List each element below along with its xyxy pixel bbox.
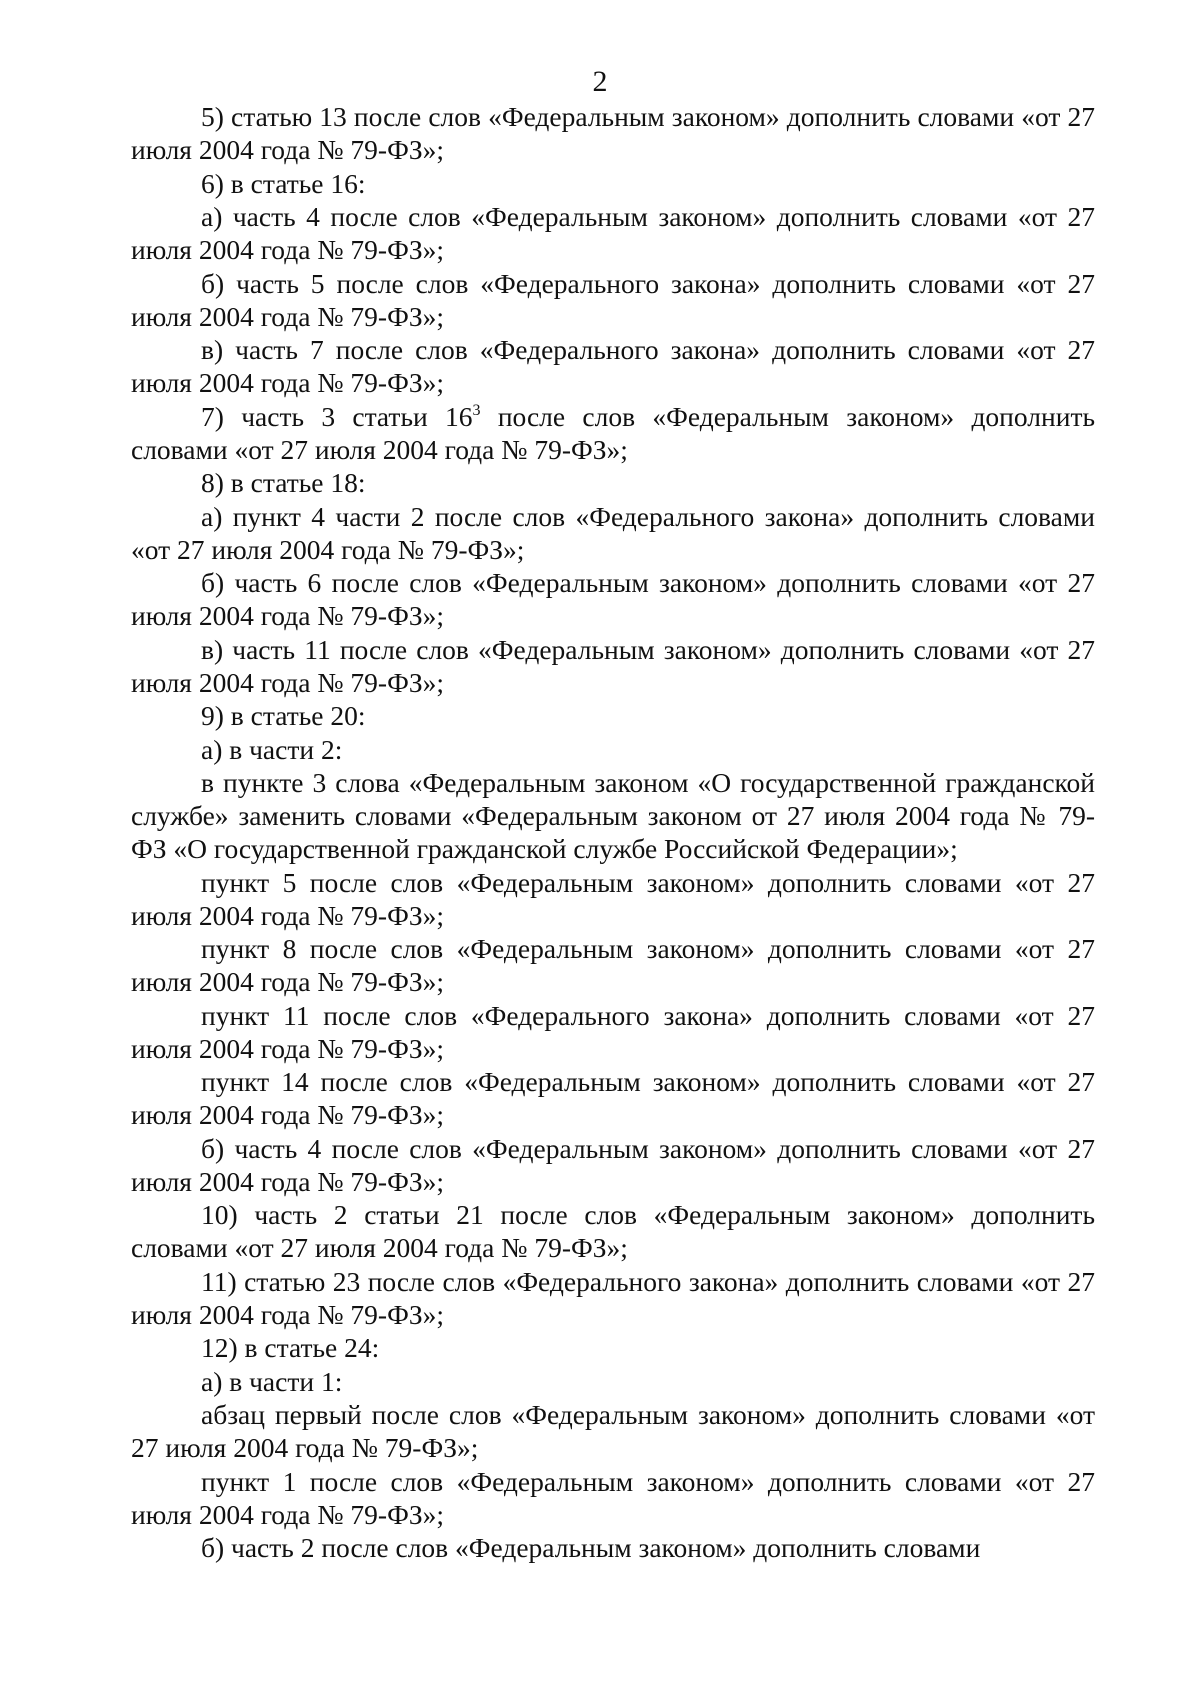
superscript: 3	[472, 401, 481, 419]
paragraph: пункт 1 после слов «Федеральным законом» дополнить словами «от 27 июля 2004 года № 79-ФЗ»;	[131, 1465, 1095, 1530]
paragraph: 12) в статье 24:	[201, 1332, 380, 1363]
paragraph: а) часть 4 после слов «Федеральным законом» дополнить словами «от 27 июля 2004 года № 79-ФЗ»;	[131, 201, 1095, 265]
paragraph: 8) в статье 18:	[201, 467, 366, 498]
paragraph: в) часть 11 после слов «Федеральным законом» дополнить словами «от 27 июля 2004 года № 79-ФЗ»;	[131, 633, 1095, 698]
paragraph: 10) часть 2 статьи 21 после слов «Федеральным законом» дополнить словами «от 27 июля 2004 года № 79-ФЗ»;	[131, 1199, 1095, 1263]
paragraph: б) часть 4 после слов «Федеральным законом» дополнить словами «от 27 июля 2004 года № 79-ФЗ»;	[131, 1132, 1095, 1197]
paragraph: пункт 14 после слов «Федеральным законом» дополнить словами «от 27 июля 2004 года № 79-ФЗ»;	[131, 1066, 1095, 1130]
paragraph: пункт 5 после слов «Федеральным законом» дополнить словами «от 27 июля 2004 года № 79-ФЗ»;	[131, 866, 1095, 931]
page-number: 2	[592, 65, 608, 98]
paragraph: а) в части 1:	[201, 1365, 343, 1397]
paragraph-text-after: после слов «Федеральным законом» дополнить словами «от 27 июля 2004 года № 79-ФЗ»;	[131, 400, 1095, 465]
paragraph: в пункте 3 слова «Федеральным законом «О государственной гражданской службе» заменить словами «Федеральным законом от 27 июля 2004 года № 79-ФЗ «О государственной гражданской службе Российской Федерации»;	[131, 767, 1095, 864]
paragraph: пункт 8 после слов «Федеральным законом» дополнить словами «от 27 июля 2004 года № 79-ФЗ»;	[131, 933, 1095, 997]
paragraph-text-before: 7) часть 3 статьи 16	[201, 400, 473, 432]
paragraph: б) часть 2 после слов «Федеральным законом» дополнить словами	[201, 1532, 981, 1563]
paragraph: в) часть 7 после слов «Федерального закона» дополнить словами «от 27 июля 2004 года № 79-ФЗ»;	[131, 334, 1095, 398]
document-body	[131, 100, 1095, 1564]
paragraph-with-superscript	[131, 400, 1095, 466]
paragraph: 11) статью 23 после слов «Федерального закона» дополнить словами «от 27 июля 2004 года № 79-ФЗ»;	[131, 1265, 1095, 1330]
paragraph: 5) статью 13 после слов «Федеральным законом» дополнить словами «от 27 июля 2004 года № 79-ФЗ»;	[131, 101, 1095, 165]
paragraph: б) часть 6 после слов «Федеральным законом» дополнить словами «от 27 июля 2004 года № 79-ФЗ»;	[131, 567, 1095, 631]
paragraph: а) в части 2:	[201, 733, 343, 765]
paragraph: б) часть 5 после слов «Федерального закона» дополнить словами «от 27 июля 2004 года № 79-ФЗ»;	[131, 267, 1095, 332]
paragraph: а) пункт 4 части 2 после слов «Федерального закона» дополнить словами «от 27 июля 2004 года № 79-ФЗ»;	[131, 500, 1095, 565]
paragraph: 9) в статье 20:	[201, 700, 366, 731]
paragraph: пункт 11 после слов «Федерального закона» дополнить словами «от 27 июля 2004 года № 79-ФЗ»;	[131, 999, 1095, 1064]
paragraph: 6) в статье 16:	[201, 167, 366, 199]
paragraph: абзац первый после слов «Федеральным законом» дополнить словами «от 27 июля 2004 года № 79-ФЗ»;	[131, 1399, 1095, 1463]
